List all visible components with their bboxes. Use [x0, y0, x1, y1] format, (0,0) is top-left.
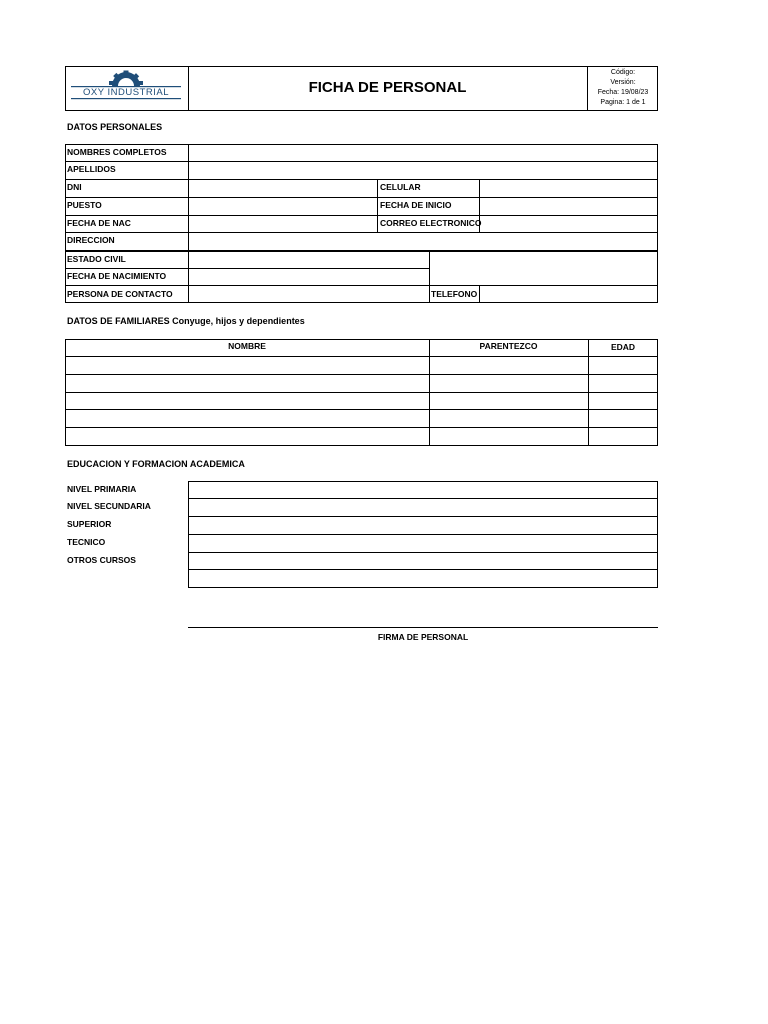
section-title-personal: DATOS PERSONALES [67, 122, 163, 132]
label-otros-cursos: OTROS CURSOS [67, 555, 136, 565]
tecnico-field[interactable] [189, 535, 657, 552]
label-nivel-secundaria: NIVEL SECUNDARIA [67, 501, 151, 511]
column-header-edad: EDAD [610, 342, 636, 352]
company-logo [70, 70, 182, 106]
familiar-edad-field[interactable] [589, 393, 657, 409]
estado-civil-field[interactable] [189, 252, 429, 268]
label-telefono: TELEFONO [431, 289, 478, 299]
section-title-familia: DATOS DE FAMILIARES Conyuge, hijos y dependientes [67, 316, 305, 326]
familiar-parentezco-field[interactable] [430, 393, 588, 409]
dni-field[interactable] [189, 180, 377, 197]
familiar-parentezco-field[interactable] [430, 375, 588, 392]
familiar-edad-field[interactable] [589, 410, 657, 427]
logo-text: OXY INDUSTRIAL [82, 87, 169, 98]
label-nivel-primaria: NIVEL PRIMARIA [67, 484, 137, 494]
label-persona-contacto: PERSONA DE CONTACTO [67, 289, 173, 299]
label-nombres: NOMBRES COMPLETOS [67, 147, 167, 157]
familiar-nombre-field[interactable] [66, 428, 429, 445]
col-divider [429, 251, 430, 303]
label-estado-civil: ESTADO CIVIL [67, 254, 126, 264]
doc-version: Versión: [610, 79, 636, 86]
section-title-educacion: EDUCACION Y FORMACION ACADEMICA [67, 459, 245, 469]
signature-line[interactable] [188, 627, 658, 628]
doc-date: Fecha: 19/08/23 [597, 89, 649, 96]
familiar-nombre-field[interactable] [66, 410, 429, 427]
label-apellidos: APELLIDOS [67, 164, 116, 174]
familiar-parentezco-field[interactable] [430, 357, 588, 374]
familiar-parentezco-field[interactable] [430, 428, 588, 445]
familiar-edad-field[interactable] [589, 357, 657, 374]
familiar-edad-field[interactable] [589, 428, 657, 445]
label-fecha-nacimiento: FECHA DE NACIMIENTO [67, 271, 167, 281]
label-tecnico: TECNICO [67, 537, 106, 547]
otros-cursos-extra-field[interactable] [189, 570, 657, 587]
page-title: FICHA DE PERSONAL [308, 79, 467, 96]
apellidos-field[interactable] [189, 162, 657, 179]
label-puesto: PUESTO [67, 200, 102, 210]
label-dni: DNI [67, 182, 82, 192]
persona-contacto-field[interactable] [189, 286, 429, 302]
familiar-nombre-field[interactable] [66, 375, 429, 392]
fecha-inicio-field[interactable] [480, 198, 657, 215]
label-correo: CORREO ELECTRONICO [380, 218, 482, 228]
correo-field[interactable] [480, 216, 657, 232]
fecha-nac-field[interactable] [189, 216, 377, 232]
doc-code: Código: [610, 69, 636, 76]
column-header-parentezco: PARENTEZCO [479, 341, 538, 351]
label-superior: SUPERIOR [67, 519, 112, 529]
familiar-nombre-field[interactable] [66, 393, 429, 409]
label-celular: CELULAR [380, 182, 421, 192]
doc-page: Pagina: 1 de 1 [600, 99, 646, 106]
label-direccion: DIRECCION [67, 235, 115, 245]
signature-label: FIRMA DE PERSONAL [377, 632, 469, 642]
familiar-edad-field[interactable] [589, 375, 657, 392]
celular-field[interactable] [480, 180, 657, 197]
col-divider [377, 179, 378, 232]
fecha-nacimiento-field[interactable] [189, 269, 429, 285]
nombres-field[interactable] [189, 145, 657, 161]
label-fecha-nac: FECHA DE NAC [67, 218, 131, 228]
nivel-secundaria-field[interactable] [189, 499, 657, 516]
puesto-field[interactable] [189, 198, 377, 215]
otros-cursos-field[interactable] [189, 553, 657, 569]
telefono-field[interactable] [480, 286, 657, 302]
familiar-parentezco-field[interactable] [430, 410, 588, 427]
nivel-primaria-field[interactable] [189, 482, 657, 498]
direccion-field[interactable] [189, 233, 657, 250]
superior-field[interactable] [189, 517, 657, 534]
column-header-nombre: NOMBRE [228, 341, 266, 351]
familiar-nombre-field[interactable] [66, 357, 429, 374]
label-fecha-inicio: FECHA DE INICIO [380, 200, 452, 210]
